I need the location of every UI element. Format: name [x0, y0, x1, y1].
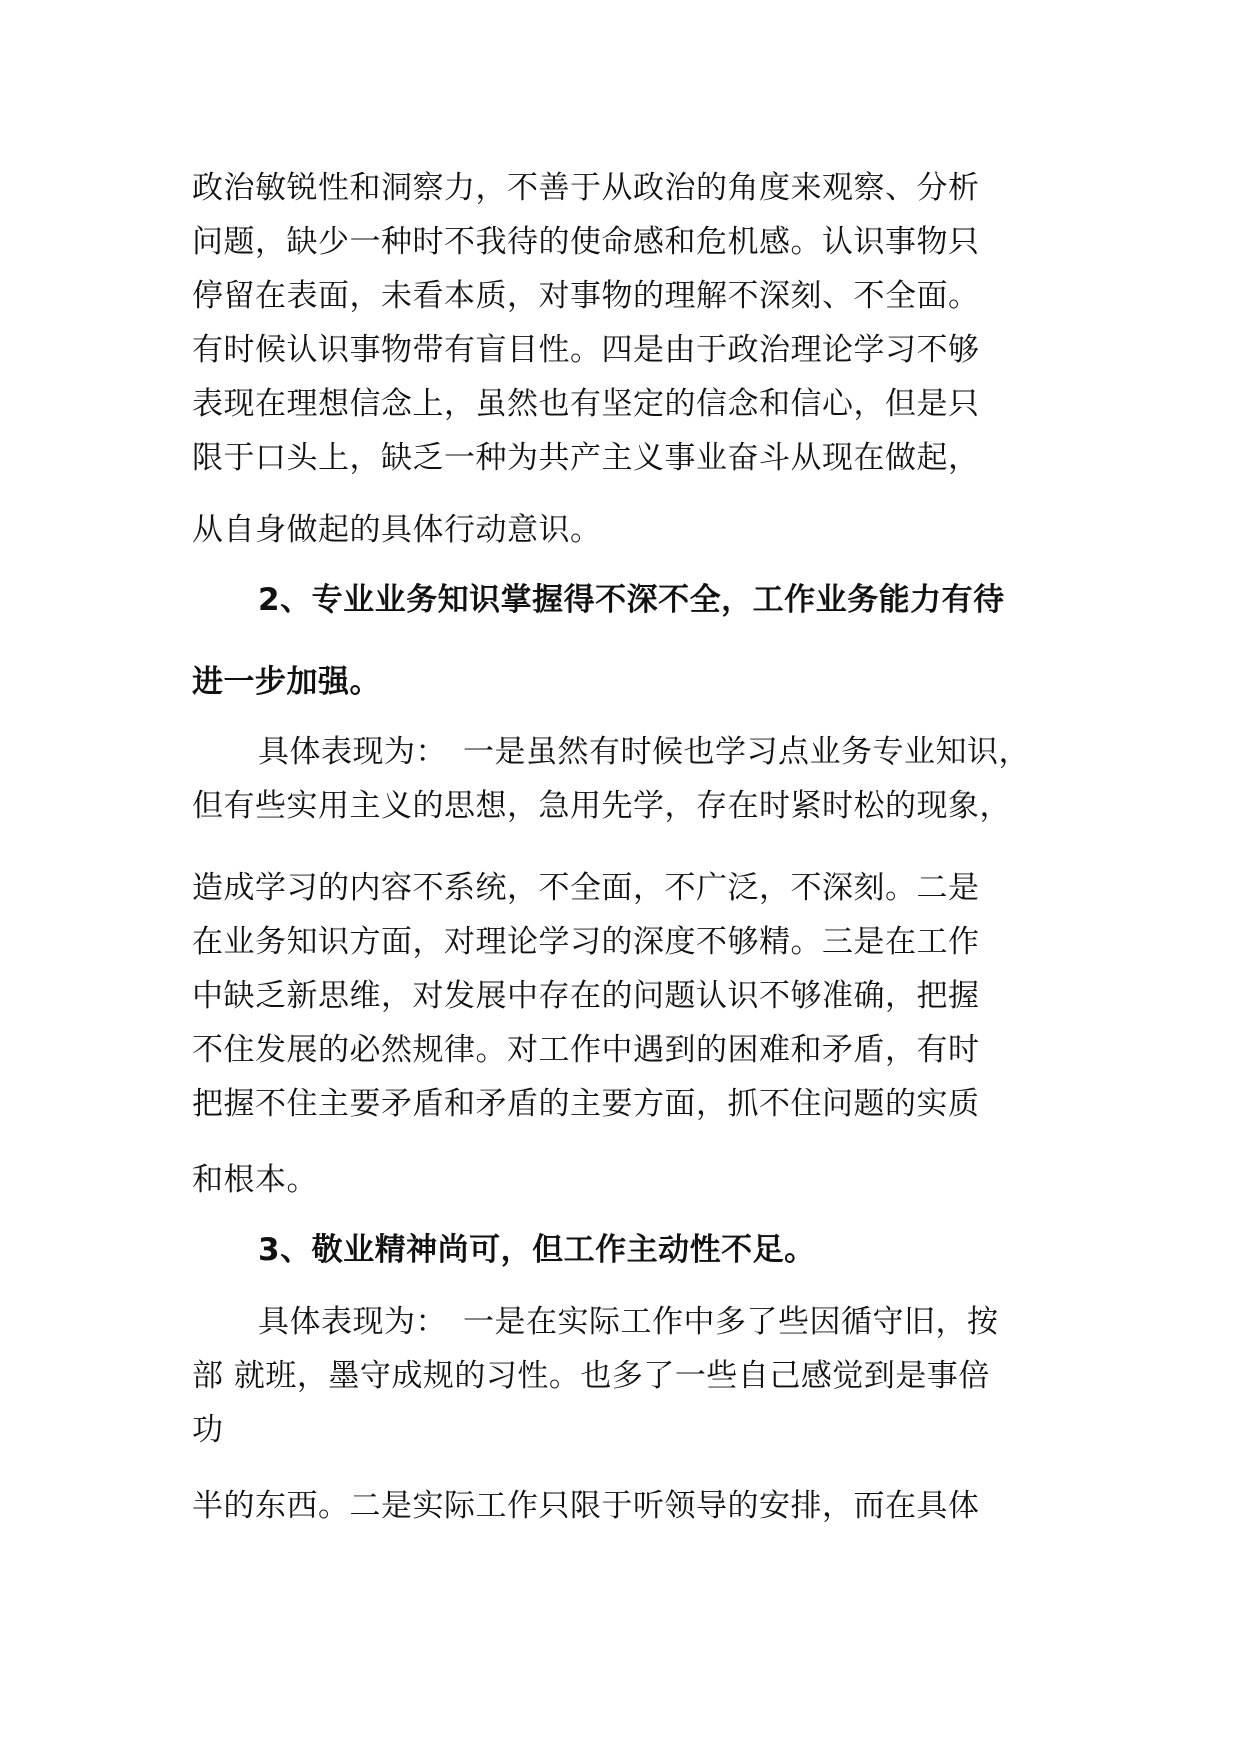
- body-text-line: 表现在理想信念上，虽然也有坚定的信念和信心，但是只: [192, 386, 980, 422]
- section-heading-2: 2、专业业务知识掌握得不深不全，工作业务能力有待: [258, 582, 1005, 618]
- body-text-line: 不住发展的必然规律。对工作中遇到的困难和矛盾，有时: [192, 1032, 980, 1068]
- body-text-line: 政治敏锐性和洞察力，不善于从政治的角度来观察、分析: [192, 170, 980, 206]
- body-text-line: 限于口头上，缺乏一种为共产主义事业奋斗从现在做起，: [192, 440, 980, 476]
- body-text-line: 和根本。: [192, 1162, 318, 1198]
- body-text-line: 具体表现为： 一是在实际工作中多了些因循守旧，按: [258, 1304, 999, 1340]
- section-heading-2-continued: 进一步加强。: [192, 664, 381, 700]
- body-text-line: 从自身做起的具体行动意识。: [192, 512, 602, 548]
- body-text-line: 把握不住主要矛盾和矛盾的主要方面，抓不住问题的实质: [192, 1086, 980, 1122]
- body-text-line: 半的东西。二是实际工作只限于听领导的安排，而在具体: [192, 1488, 980, 1524]
- section-heading-3: 3、敬业精神尚可，但工作主动性不足。: [258, 1232, 816, 1268]
- body-text-line: 具体表现为： 一是虽然有时候也学习点业务专业知识，: [258, 734, 1030, 770]
- body-text-line: 在业务知识方面，对理论学习的深度不够精。三是在工作: [192, 924, 980, 960]
- body-text-line: 造成学习的内容不系统，不全面，不广泛，不深刻。二是: [192, 870, 980, 906]
- body-text-line: 停留在表面，未看本质，对事物的理解不深刻、不全面。: [192, 278, 980, 314]
- body-text-line: 功: [192, 1412, 224, 1448]
- body-text-line: 中缺乏新思维，对发展中存在的问题认识不够准确，把握: [192, 978, 980, 1014]
- body-text-line: 但有些实用主义的思想，急用先学，存在时紧时松的现象，: [192, 788, 1011, 824]
- body-text-line: 有时候认识事物带有盲目性。四是由于政治理论学习不够: [192, 332, 980, 368]
- body-text-line: 问题，缺少一种时不我待的使命感和危机感。认识事物只: [192, 224, 980, 260]
- body-text-line: 部 就班，墨守成规的习性。也多了一些自己感觉到是事倍: [192, 1358, 990, 1394]
